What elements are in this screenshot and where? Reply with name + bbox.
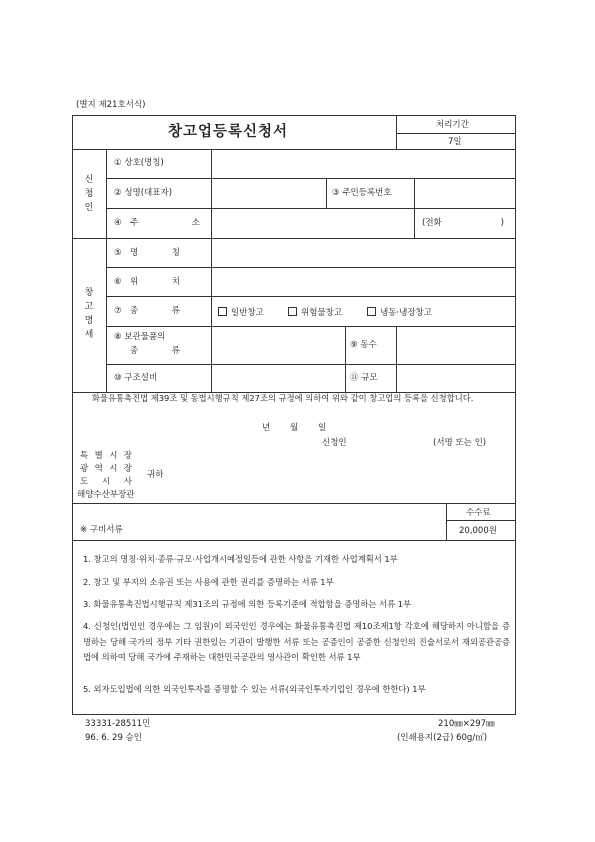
recipient-minister: 해양수산부장관: [77, 490, 135, 500]
date-month: 월: [290, 423, 299, 433]
document-item-5: 5. 외자도입법에 의한 외국인투자를 증명할 수 있는 서류(외국인투자기업인 경우에 한한다) 1부: [83, 684, 426, 694]
warehouse-type-number: ⑦: [114, 306, 122, 316]
processing-period-value: 7일: [448, 137, 462, 147]
form-label: (별지 제21호서식): [76, 100, 146, 110]
recipient-special-city: 특 별 시 장: [80, 451, 132, 461]
checkbox-icon: [367, 307, 376, 316]
document-item-3: 3. 화물유통촉진법시행규칙 제31조의 규정에 의한 등록기준에 적합함을 증명하는 서류 1부: [83, 599, 412, 609]
declaration-text: 화물유통촉진법 제39조 및 동법시행규칙 제27조의 규정에 의하여 위와 같이 창고업의 등록을 신청합니다.: [92, 393, 474, 403]
applicant-group-label: 신 청 인: [84, 175, 94, 213]
type-option-hazardous[interactable]: 위험물창고: [288, 306, 342, 318]
processing-period-label: 처리기간: [436, 120, 469, 130]
location-label: 위 치: [130, 277, 180, 287]
type-option-refrigerated[interactable]: 냉동·냉장창고: [367, 306, 432, 318]
applicant-sign-label: 신청인: [322, 438, 347, 448]
location-number: ⑥: [114, 277, 122, 287]
signature-field[interactable]: (서명 또는 인): [433, 438, 487, 448]
address-number: ④: [114, 218, 122, 228]
building-count-field[interactable]: [397, 327, 515, 364]
scale-field[interactable]: [397, 365, 515, 392]
approval-date: 96. 6. 29 승인: [85, 733, 142, 743]
document-item-4: 4. 신청인(법인인 경우에는 그 임원)이 외국인인 경우에는 화물유통촉진법 제10조제1항 각호에 해당하지 아니함을 증명하는 당해 국가의 정부 기타 권한있는 기관이 발행한 서류 또는 공증인이 공증한 신청인의 진술서로서 재외공관공증법에 의하여 당해 국가에 주재하는 대한민국공관의 영사관이 확인한 서류 1부: [83, 621, 510, 662]
representative-name-field[interactable]: [212, 179, 325, 208]
location-field[interactable]: [212, 268, 515, 296]
structure-field[interactable]: [212, 365, 344, 392]
warehouse-name-label: 명 칭: [130, 248, 180, 258]
phone-field[interactable]: (전화 ): [422, 218, 504, 228]
checkbox-icon: [218, 307, 227, 316]
address-field[interactable]: [212, 209, 413, 238]
paper-size: 210㎜×297㎜: [438, 719, 495, 729]
trade-name-field[interactable]: [212, 150, 515, 178]
building-count-label: ⑨ 동수: [350, 340, 377, 350]
warehouse-name-field[interactable]: [212, 239, 515, 267]
recipient-metro-city: 광 역 시 장: [80, 464, 132, 474]
stored-goods-label-line2: 종 류: [130, 346, 180, 356]
scale-label: ⑪ 규모: [350, 373, 378, 383]
required-documents-header: ※ 구비서류: [80, 525, 123, 535]
checkbox-icon: [288, 307, 297, 316]
warehouse-name-number: ⑤: [114, 248, 122, 258]
fee-amount: 20,000원: [459, 526, 497, 536]
stored-goods-label: ⑧ 보관물품의: [114, 332, 166, 342]
date-day: 일: [318, 423, 327, 433]
recipient-province: 도 시 사: [80, 477, 132, 487]
resident-number-label: ③ 주민등록번호: [332, 188, 392, 198]
type-option-general[interactable]: 일반창고: [218, 306, 264, 318]
to-label: 귀하: [147, 470, 164, 480]
fee-label: 수수료: [466, 508, 491, 518]
date-year: 년: [262, 423, 271, 433]
document-item-1: 1. 창고의 명칭·위치·종류·규모·사업개시예정일등에 관한 사항을 기재한 사업계획서 1부: [83, 554, 398, 564]
trade-name-label: ① 상호(명칭): [114, 158, 164, 168]
warehouse-type-label: 종 류: [130, 306, 180, 316]
form-title: 창고업등록신청서: [168, 124, 289, 140]
representative-name-label: ② 성명(대표자): [114, 188, 173, 198]
warehouse-group-label: 창 고 명 세: [84, 288, 94, 340]
paper-spec: (인쇄용지(2급) 60g/㎡): [397, 733, 488, 743]
address-label: 주 소: [130, 218, 200, 228]
document-item-2: 2. 창고 및 부지의 소유권 또는 사용에 관한 권리를 증명하는 서류 1부: [83, 577, 334, 587]
structure-label: ⑩ 구조설비: [114, 373, 158, 383]
form-code: 33331-28511민: [85, 719, 151, 729]
resident-number-field[interactable]: [415, 179, 515, 208]
stored-goods-field[interactable]: [212, 327, 344, 364]
